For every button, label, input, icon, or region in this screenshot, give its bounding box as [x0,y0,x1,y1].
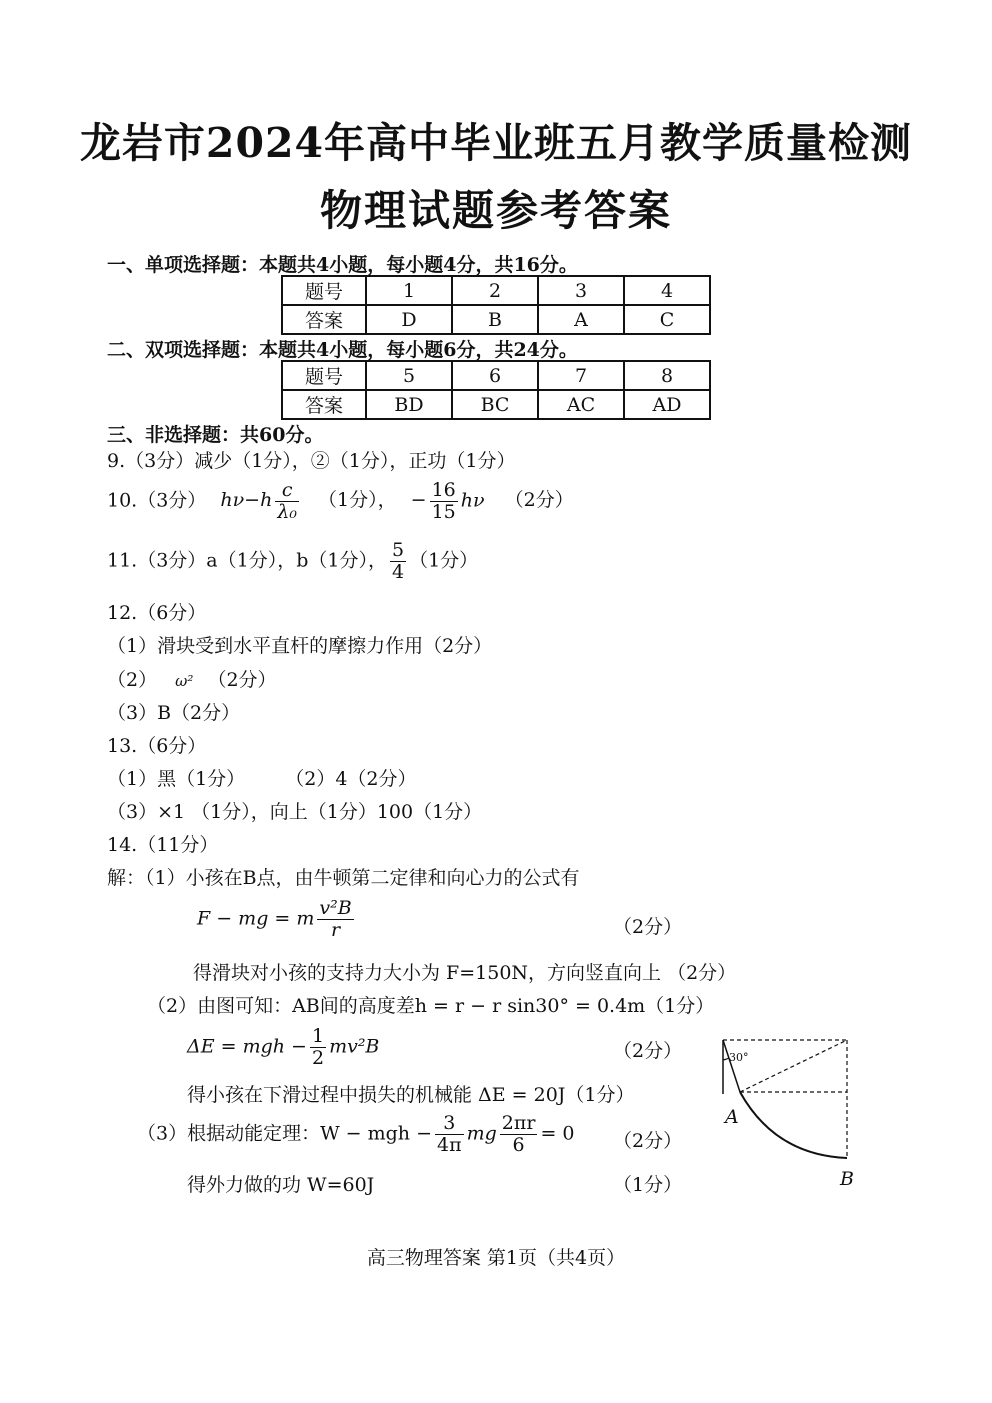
q11-text: 11.（3分）a（1分），b（1分）， [107,549,387,572]
equation-fraction [317,898,353,941]
q10-expr1: hν−h [220,489,273,512]
question-number: 2 [452,276,538,305]
q10-expr2: hν [460,489,485,512]
q12-part1: （1）滑块受到水平直杆的摩擦力作用（2分） [107,635,493,657]
equation-lhs: F − mg = m [197,907,315,930]
fraction-denominator: λ₀ [277,500,297,523]
q14-result-3-score: （1分） [613,1174,683,1196]
section3-heading: 三、非选择题：共60分。 [107,424,324,446]
question-number: 1 [366,276,452,305]
table-row [282,361,710,390]
section2-table [281,360,711,420]
answer-cell: AD [624,390,710,419]
part3-rhs: = 0 [540,1122,575,1145]
q10-score-1: （1分）， [318,489,397,512]
q13-part3: （3）×1 （1分），向上（1分）100（1分） [107,801,483,823]
omega-squared: ω² [175,672,194,690]
row-label: 题号 [282,276,366,305]
q13-part1b: （2）4（2分） [285,768,417,790]
q10-minus: − [410,489,427,512]
title-line-1: 龙岩市2024年高中毕业班五月教学质量检测 [79,119,913,167]
part3-fraction-1 [435,1113,464,1156]
fraction-denominator: 6 [512,1133,525,1156]
part3-fraction-2 [500,1113,538,1156]
fraction-numerator: 16 [431,479,456,501]
fraction-numerator: 5 [391,539,405,561]
equation-fraction [310,1026,326,1069]
answer-cell: BC [452,390,538,419]
q12-part2-label: （2） [107,669,158,691]
table-row [282,305,710,334]
q14-part-2: （2）由图可知：AB间的高度差h = r − r sin30° = 0.4m（1分） [147,995,715,1017]
question-number: 3 [538,276,624,305]
page-footer: 高三物理答案 第1页（共4页） [366,1247,626,1269]
q14-equation-1 [197,898,357,941]
answer-cell: D [366,305,452,334]
fraction-numerator: 2πr [501,1112,536,1134]
q14-result-2: 得小孩在下滑过程中损失的机械能 ΔE = 20J（1分） [187,1084,635,1106]
question-number: 6 [452,361,538,390]
answer-cell: A [538,305,624,334]
q10-fraction-2 [430,480,458,523]
q14-part-3 [137,1113,575,1156]
q11-line [107,540,478,583]
q14-head: 14.（11分） [107,834,219,856]
q10-fraction-1 [275,480,299,523]
fraction-numerator: 1 [311,1025,325,1047]
q11-score: （1分） [409,549,479,572]
fraction-numerator: v²B [319,897,352,919]
q14-part3-score: （2分） [613,1130,683,1152]
answer-cell: B [452,305,538,334]
row-label: 答案 [282,305,366,334]
section1-table [281,275,711,335]
q14-result-1: 得滑块对小孩的支持力大小为 F=150N，方向竖直向上 （2分） [193,962,737,984]
table-row [282,276,710,305]
part3-mg: mg [466,1122,497,1145]
q12-part2 [107,665,277,692]
radius-line [723,1040,740,1092]
q11-fraction [390,540,406,583]
q9-line: 9.（3分）减少（1分），②（1分），正功（1分） [107,450,516,472]
question-number: 8 [624,361,710,390]
slide-curve [740,1092,847,1158]
fraction-denominator: 2 [311,1046,325,1069]
row-label: 题号 [282,361,366,390]
question-number: 7 [538,361,624,390]
table-row [282,390,710,419]
part3-lhs: （3）根据动能定理：W − mgh − [137,1122,432,1145]
q14-result-3: 得外力做的功 W=60J [187,1174,375,1196]
q12-part2-score: （2分） [207,669,277,691]
equation-rhs: mv²B [329,1035,380,1058]
question-number: 4 [624,276,710,305]
q13-head: 13.（6分） [107,735,207,757]
answer-cell: BD [366,390,452,419]
q13-part1 [107,764,417,791]
q10-line [107,480,574,523]
angle-label: 30° [729,1051,749,1064]
row-label: 答案 [282,390,366,419]
question-number: 5 [366,361,452,390]
fraction-denominator: r [331,918,341,941]
slide-diagram [700,1030,880,1200]
point-b-label: B [840,1168,854,1190]
section2-heading: 二、双项选择题：本题共4小题，每小题6分，共24分。 [107,339,578,361]
q14-equation-2 [187,1026,379,1069]
q12-head: 12.（6分） [107,602,207,624]
equation-lhs: ΔE = mgh − [187,1035,307,1058]
section1-heading: 一、单项选择题：本题共4小题，每小题4分，共16分。 [107,254,578,276]
chord-line [740,1040,847,1092]
q10-score-2: （2分） [504,489,574,512]
q14-eq1-score: （2分） [613,916,683,938]
answer-cell: C [624,305,710,334]
point-a-label: A [725,1106,739,1128]
fraction-numerator: c [275,480,299,502]
q10-prefix: 10.（3分） [107,489,207,512]
fraction-denominator: 4π [437,1133,462,1156]
answer-cell: AC [538,390,624,419]
q12-part3: （3）B（2分） [107,702,241,724]
fraction-denominator: 4 [391,560,405,583]
title-line-2: 物理试题参考答案 [319,186,672,235]
q13-part1a: （1）黑（1分） [107,768,246,790]
fraction-denominator: 15 [431,500,456,523]
q14-eq2-score: （2分） [613,1040,683,1062]
fraction-numerator: 3 [435,1113,464,1135]
q14-solution-1: 解：（1）小孩在B点，由牛顿第二定律和向心力的公式有 [107,867,580,889]
